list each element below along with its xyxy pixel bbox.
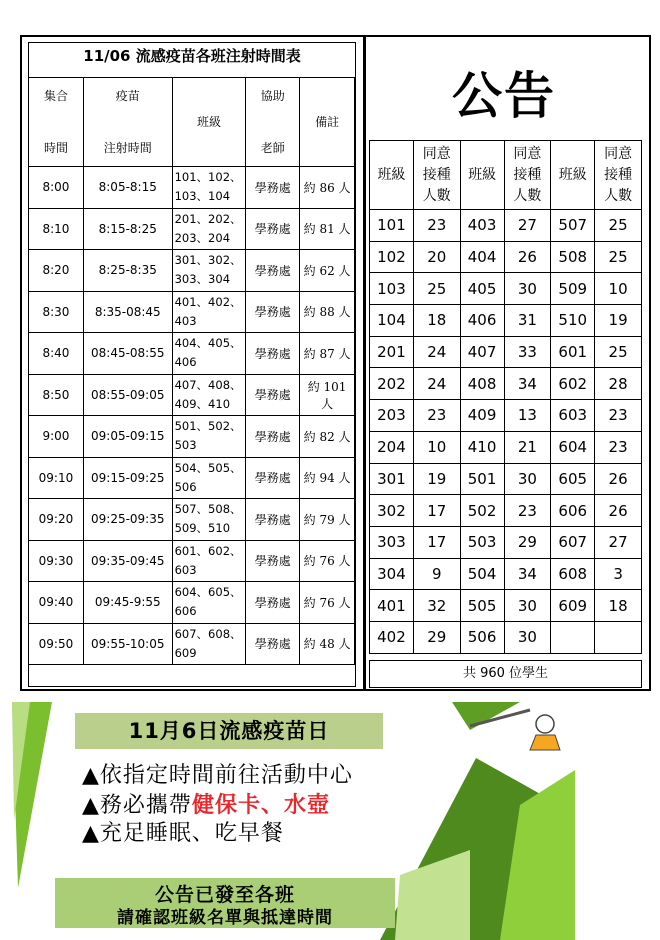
- header-injection-time: 疫苗 注射時間: [83, 78, 172, 167]
- consent-table: [369, 140, 642, 654]
- header-teacher: 協助 老師: [246, 78, 300, 167]
- gather-time: 8:20: [29, 250, 84, 292]
- consent-count: 34: [504, 558, 551, 590]
- consent-row: [370, 463, 642, 495]
- consent-count: 23: [595, 431, 642, 463]
- header-consent-2: 同意 接種 人數: [504, 141, 551, 210]
- consent-count: 27: [504, 210, 551, 242]
- class-number: 507: [551, 210, 595, 242]
- schedule-row: [29, 167, 355, 209]
- injection-time: 8:15-8:25: [83, 208, 172, 250]
- schedule-table: [28, 77, 355, 665]
- gather-time: 09:50: [29, 623, 84, 665]
- schedule-row: [29, 540, 355, 582]
- student-total: 共 960 位學生: [369, 660, 642, 688]
- gather-time: 09:30: [29, 540, 84, 582]
- note-count: 約 86 人: [300, 167, 355, 209]
- class-list: 604、605、 606: [172, 582, 246, 624]
- consent-count: 32: [413, 590, 460, 622]
- consent-count: 34: [504, 368, 551, 400]
- consent-count: 17: [413, 526, 460, 558]
- header-class-2: 班級: [460, 141, 504, 210]
- consent-count: 17: [413, 495, 460, 527]
- consent-count: 24: [413, 336, 460, 368]
- schedule-row: [29, 374, 355, 416]
- class-number: 503: [460, 526, 504, 558]
- assist-teacher: 學務處: [246, 457, 300, 499]
- consent-row: [370, 368, 642, 400]
- schedule-title: 11/06 流感疫苗各班注射時間表: [83, 47, 301, 65]
- class-list: 301、302、 303、304: [172, 250, 246, 292]
- class-number: 607: [551, 526, 595, 558]
- consent-count: 30: [504, 590, 551, 622]
- gather-time: 8:40: [29, 333, 84, 375]
- schedule-row: [29, 623, 355, 665]
- notice-line-1: 公告已發至各班: [154, 884, 295, 906]
- class-number: 509: [551, 273, 595, 305]
- consent-count: [595, 621, 642, 653]
- class-number: 204: [370, 431, 414, 463]
- gather-time: 8:00: [29, 167, 84, 209]
- class-number: 504: [460, 558, 504, 590]
- class-list: 407、408、 409、410: [172, 374, 246, 416]
- gather-time: 09:40: [29, 582, 84, 624]
- class-number: 406: [460, 305, 504, 337]
- consent-row: [370, 273, 642, 305]
- announcement-title: 公告: [452, 67, 556, 125]
- consent-count: 26: [595, 463, 642, 495]
- injection-time: 09:45-9:55: [83, 582, 172, 624]
- consent-count: 25: [413, 273, 460, 305]
- class-list: 201、202、 203、204: [172, 208, 246, 250]
- class-number: 410: [460, 431, 504, 463]
- gather-time: 8:10: [29, 208, 84, 250]
- note-count: 約 76 人: [300, 582, 355, 624]
- header-class-3: 班級: [551, 141, 595, 210]
- class-number: 405: [460, 273, 504, 305]
- assist-teacher: 學務處: [246, 250, 300, 292]
- consent-count: 18: [413, 305, 460, 337]
- mascot-head-icon: [536, 715, 554, 733]
- injection-time: 09:15-09:25: [83, 457, 172, 499]
- assist-teacher: 學務處: [246, 291, 300, 333]
- gather-time: 9:00: [29, 416, 84, 458]
- class-number: 102: [370, 241, 414, 273]
- consent-count: 3: [595, 558, 642, 590]
- green-shard-right-light: [395, 850, 470, 940]
- consent-row: [370, 590, 642, 622]
- consent-count: 28: [595, 368, 642, 400]
- consent-count: 30: [504, 273, 551, 305]
- header-class: 班級: [172, 78, 246, 167]
- consent-row: [370, 241, 642, 273]
- schedule-row: [29, 582, 355, 624]
- consent-count: 30: [504, 621, 551, 653]
- class-number: 506: [460, 621, 504, 653]
- class-number: 103: [370, 273, 414, 305]
- note-count: 約 87 人: [300, 333, 355, 375]
- consent-count: 30: [504, 463, 551, 495]
- injection-time: 08:45-08:55: [83, 333, 172, 375]
- note-count: 約 88 人: [300, 291, 355, 333]
- class-number: 302: [370, 495, 414, 527]
- consent-count: 9: [413, 558, 460, 590]
- class-number: 605: [551, 463, 595, 495]
- class-number: 505: [460, 590, 504, 622]
- notice-box: [55, 878, 395, 928]
- consent-header-row: [370, 141, 642, 210]
- note-count: 約 79 人: [300, 499, 355, 541]
- consent-count: 23: [413, 210, 460, 242]
- mascot-body-icon: [530, 735, 560, 750]
- consent-count: 25: [595, 241, 642, 273]
- consent-count: 13: [504, 400, 551, 432]
- triangle-bullet-icon: ▲: [82, 763, 100, 788]
- injection-time: 8:35-08:45: [83, 291, 172, 333]
- consent-count: 23: [413, 400, 460, 432]
- consent-count: 31: [504, 305, 551, 337]
- center-divider: [363, 35, 366, 691]
- class-number: 403: [460, 210, 504, 242]
- class-number: 203: [370, 400, 414, 432]
- note-count: 約 81 人: [300, 208, 355, 250]
- assist-teacher: 學務處: [246, 499, 300, 541]
- schedule-row: [29, 291, 355, 333]
- consent-row: [370, 305, 642, 337]
- consent-row: [370, 495, 642, 527]
- schedule-row: [29, 208, 355, 250]
- injection-time: 09:55-10:05: [83, 623, 172, 665]
- consent-count: 29: [413, 621, 460, 653]
- class-list: 507、508、 509、510: [172, 499, 246, 541]
- assist-teacher: 學務處: [246, 333, 300, 375]
- injection-time: 09:25-09:35: [83, 499, 172, 541]
- class-list: 504、505、 506: [172, 457, 246, 499]
- class-number: 303: [370, 526, 414, 558]
- assist-teacher: 學務處: [246, 374, 300, 416]
- class-number: 101: [370, 210, 414, 242]
- class-number: 201: [370, 336, 414, 368]
- note-count: 約 62 人: [300, 250, 355, 292]
- note-count: 約 101 人: [300, 374, 355, 416]
- schedule-row: [29, 457, 355, 499]
- class-list: 404、405、 406: [172, 333, 246, 375]
- class-number: 408: [460, 368, 504, 400]
- class-number: 508: [551, 241, 595, 273]
- schedule-row: [29, 416, 355, 458]
- bullet-item-1: ▲依指定時間前往活動中心: [82, 763, 353, 788]
- assist-teacher: 學務處: [246, 540, 300, 582]
- consent-count: 26: [595, 495, 642, 527]
- gather-time: 8:30: [29, 291, 84, 333]
- injection-time: 09:05-09:15: [83, 416, 172, 458]
- class-number: 301: [370, 463, 414, 495]
- class-number: [551, 621, 595, 653]
- header-consent-3: 同意 接種 人數: [595, 141, 642, 210]
- schedule-row: [29, 499, 355, 541]
- consent-count: 26: [504, 241, 551, 273]
- note-count: 約 76 人: [300, 540, 355, 582]
- triangle-bullet-icon: ▲: [82, 821, 100, 846]
- consent-count: 25: [595, 336, 642, 368]
- consent-count: 19: [413, 463, 460, 495]
- class-number: 409: [460, 400, 504, 432]
- class-list: 607、608、 609: [172, 623, 246, 665]
- class-number: 609: [551, 590, 595, 622]
- header-note: 備註: [300, 78, 355, 167]
- schedule-row: [29, 333, 355, 375]
- class-number: 304: [370, 558, 414, 590]
- assist-teacher: 學務處: [246, 208, 300, 250]
- triangle-bullet-icon: ▲: [82, 793, 100, 818]
- class-number: 402: [370, 621, 414, 653]
- consent-count: 21: [504, 431, 551, 463]
- injection-time: 09:35-09:45: [83, 540, 172, 582]
- class-number: 602: [551, 368, 595, 400]
- class-number: 608: [551, 558, 595, 590]
- class-number: 104: [370, 305, 414, 337]
- note-count: 約 94 人: [300, 457, 355, 499]
- consent-count: 18: [595, 590, 642, 622]
- note-count: 約 82 人: [300, 416, 355, 458]
- consent-count: 33: [504, 336, 551, 368]
- class-number: 603: [551, 400, 595, 432]
- class-list: 501、502、 503: [172, 416, 246, 458]
- injection-time: 8:25-8:35: [83, 250, 172, 292]
- consent-row: [370, 400, 642, 432]
- header-class-1: 班級: [370, 141, 414, 210]
- assist-teacher: 學務處: [246, 167, 300, 209]
- gather-time: 09:10: [29, 457, 84, 499]
- class-number: 604: [551, 431, 595, 463]
- note-count: 約 48 人: [300, 623, 355, 665]
- class-number: 606: [551, 495, 595, 527]
- class-number: 510: [551, 305, 595, 337]
- class-number: 401: [370, 590, 414, 622]
- gather-time: 8:50: [29, 374, 84, 416]
- bullet-item-3: ▲充足睡眠、吃早餐: [82, 821, 284, 846]
- consent-count: 23: [595, 400, 642, 432]
- injection-time: 8:05-8:15: [83, 167, 172, 209]
- consent-row: [370, 431, 642, 463]
- highlight-items: 健保卡、水壺: [191, 793, 330, 818]
- header-gather-time: 集合 時間: [29, 78, 84, 167]
- header-consent-1: 同意 接種 人數: [413, 141, 460, 210]
- consent-count: 23: [504, 495, 551, 527]
- consent-row: [370, 336, 642, 368]
- banner-title: 11月6日流感疫苗日: [75, 713, 383, 749]
- class-list: 401、402、 403: [172, 291, 246, 333]
- consent-count: 20: [413, 241, 460, 273]
- assist-teacher: 學務處: [246, 623, 300, 665]
- class-list: 601、602、 603: [172, 540, 246, 582]
- consent-row: [370, 621, 642, 653]
- bullet-item-2: ▲務必攜帶健保卡、水壺: [82, 793, 330, 818]
- class-number: 202: [370, 368, 414, 400]
- consent-count: 19: [595, 305, 642, 337]
- gather-time: 09:20: [29, 499, 84, 541]
- class-number: 404: [460, 241, 504, 273]
- consent-row: [370, 558, 642, 590]
- consent-count: 25: [595, 210, 642, 242]
- consent-row: [370, 526, 642, 558]
- class-number: 501: [460, 463, 504, 495]
- notice-line-2: 請確認班級名單與抵達時間: [117, 908, 333, 928]
- class-number: 502: [460, 495, 504, 527]
- schedule-header-row: [29, 78, 355, 167]
- class-number: 601: [551, 336, 595, 368]
- assist-teacher: 學務處: [246, 416, 300, 458]
- injection-time: 08:55-09:05: [83, 374, 172, 416]
- assist-teacher: 學務處: [246, 582, 300, 624]
- class-list: 101、102、 103、104: [172, 167, 246, 209]
- consent-count: 27: [595, 526, 642, 558]
- consent-count: 24: [413, 368, 460, 400]
- consent-count: 29: [504, 526, 551, 558]
- class-number: 407: [460, 336, 504, 368]
- consent-count: 10: [595, 273, 642, 305]
- consent-count: 10: [413, 431, 460, 463]
- schedule-row: [29, 250, 355, 292]
- consent-row: [370, 210, 642, 242]
